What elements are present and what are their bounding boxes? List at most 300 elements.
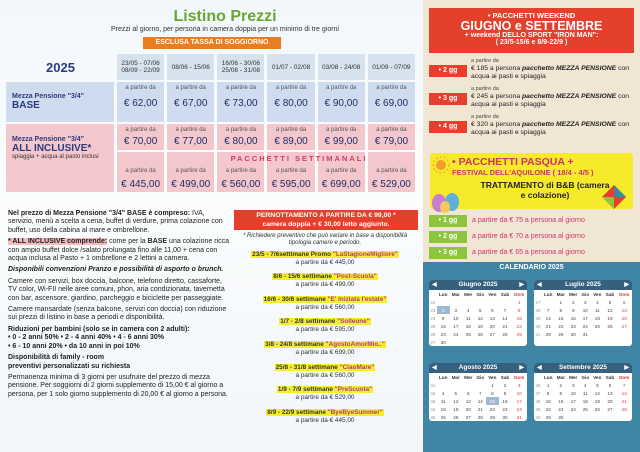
day-cell: 30	[570, 331, 576, 337]
week-number: 29	[535, 315, 541, 321]
weekly-price-cell	[117, 152, 164, 192]
promo-dates: 16/6 - 30/6	[263, 296, 295, 303]
day-cell: 24	[570, 406, 576, 412]
all-inclusive-desc: spiaggia + acqua al pasto inclusi	[12, 154, 99, 160]
base-plan-title: Mezza Pensione "3/4"	[12, 93, 84, 100]
promo-item	[236, 341, 414, 357]
offer-price: € 245	[471, 93, 489, 100]
week-number-header	[429, 373, 437, 381]
day-cell: 31	[516, 414, 522, 420]
promo-label: settimane	[303, 318, 338, 325]
promo-label: settimane	[294, 409, 328, 416]
promo-highlight	[277, 386, 373, 393]
week-number-header	[534, 290, 542, 298]
day-cell: 12	[607, 307, 613, 313]
week-number: 32	[430, 390, 436, 396]
day-cell: 17	[570, 398, 576, 404]
day-cell: 24	[582, 323, 588, 329]
day-cell: 5	[479, 307, 482, 313]
day-cell: 14	[477, 398, 483, 404]
day-header: Gio	[476, 291, 485, 297]
price-value: € 70,00	[123, 136, 158, 147]
info-lunch-note: Disponibili convenzioni Pranzo e possibilità di asporto o brunch.	[8, 266, 224, 274]
day-cell: 17	[516, 398, 522, 404]
info-rooms: Camere con servizi, box doccia, balcone, telefono diretto, cassaforte, TV color, Wi-FII nelle aree comuni, phon, aria condizionata, tavernetta con bar, ascensore, giardino, parcheggio e biciclette per passeggiate.	[8, 277, 225, 302]
day-header: Mar	[451, 374, 460, 380]
day-cell: 27	[489, 331, 495, 337]
from-label: a partire da	[376, 168, 407, 174]
from-label: a partire da	[275, 127, 307, 133]
day-cell: 8	[559, 307, 563, 313]
offer-tail: con acqua ai pasti e spiaggia	[471, 65, 630, 80]
weekend-title: • PACCHETTI WEEKEND	[487, 11, 576, 20]
weekend-offer	[471, 85, 636, 109]
family-room-sub: preventivi personalizzati su richiesta	[8, 362, 131, 370]
promo-dates: 8/6 - 15/6	[273, 273, 301, 280]
price-table	[3, 52, 418, 194]
from-label: a partire da	[326, 168, 357, 174]
incl-price-cell	[368, 124, 415, 150]
offer-tail: con acqua ai pasti e spiaggia	[471, 121, 630, 136]
day-cell: 19	[594, 398, 600, 404]
day-cell: 3	[454, 307, 458, 313]
day-cell: 1	[517, 299, 521, 305]
day-cell: 7	[503, 307, 507, 313]
day-cell: 30	[558, 414, 564, 420]
week-row	[429, 330, 527, 338]
offer-package: pacchetto MEZZA PENSIONE	[522, 121, 617, 128]
day-cell: 13	[489, 315, 495, 321]
week-number	[534, 338, 542, 346]
day-header: Lun	[438, 374, 448, 380]
week-number: 26	[430, 331, 436, 337]
period-header: 03/08 - 24/08	[318, 54, 365, 80]
price-value: € 80,00	[224, 136, 258, 147]
info-text-bold: BASE	[147, 238, 168, 246]
overnight-promo-line: camera doppia + € 30,00 letto aggiunto.	[262, 221, 390, 228]
day-cell	[450, 298, 462, 306]
day-cell: 17	[582, 315, 588, 321]
info-text-span: una colazione ricca con ampio buffet dolce /salato prolungata fino alle 11,00 + cena con acqua inclusa al Pasto + 1 ombrellone e 2 lettini a camera.	[8, 238, 229, 263]
day-header: Mer	[569, 374, 578, 380]
day-cell	[604, 413, 617, 421]
days-badge: • 2 gg	[429, 231, 467, 243]
week-number: 23	[430, 307, 436, 313]
day-cell: 31	[582, 331, 588, 337]
day-cell	[474, 298, 486, 306]
day-header: Gio	[476, 374, 485, 380]
all-inclusive-highlight: * ALL INCLUSIVE comprende:	[8, 238, 108, 246]
kite-icon	[600, 183, 628, 211]
day-cell: 25	[440, 414, 446, 420]
promo-price: a partire da € 445,00	[295, 259, 355, 266]
month-grid	[429, 373, 527, 421]
month-calendar	[534, 363, 632, 421]
day-cell: 2	[571, 299, 575, 305]
promo-highlight	[263, 296, 388, 303]
calendar-title: CALENDARIO 2025	[423, 262, 640, 274]
price-value: € 67,00	[174, 98, 208, 109]
week-number: 25	[430, 323, 436, 329]
week-row	[429, 405, 527, 413]
promo-label: settimane	[292, 341, 326, 348]
day-cell	[542, 298, 555, 306]
offer-text: a persona	[488, 93, 523, 100]
day-header-row	[429, 373, 527, 381]
day-cell	[462, 298, 474, 306]
day-header: Ven	[488, 291, 497, 297]
from-label: a partire da	[275, 85, 307, 91]
promo-name: "CiaoMare"	[339, 364, 375, 371]
day-header-row	[534, 373, 632, 381]
day-cell: 22	[489, 406, 495, 412]
promo-title-line	[236, 273, 414, 281]
day-cell: 19	[477, 323, 483, 329]
promo-label: settimane	[306, 364, 340, 371]
day-header: Sab	[605, 291, 615, 297]
info-text-span: come per la	[107, 238, 148, 246]
days-badge: • 3 gg	[429, 247, 467, 259]
day-cell	[604, 338, 617, 346]
price-value: € 80,00	[274, 98, 308, 109]
day-cell: 27	[621, 323, 627, 329]
promo-highlight	[272, 273, 377, 280]
day-cell	[437, 381, 450, 389]
week-row	[534, 330, 632, 338]
promo-price: a partire da € 560,00	[295, 304, 355, 311]
day-cell: 21	[545, 323, 551, 329]
day-cell: 14	[545, 315, 551, 321]
promo-item	[236, 364, 414, 380]
day-cell: 20	[621, 315, 627, 321]
day-cell: 1	[546, 382, 550, 388]
all-inclusive-title: Mezza Pensione "3/4"	[12, 136, 84, 143]
promo-price: a partire da € 560,00	[295, 372, 355, 379]
base-price-cell	[117, 82, 164, 122]
info-text	[8, 210, 230, 402]
day-cell	[499, 338, 512, 346]
promo-dates: 25/8 - 31/8	[275, 364, 307, 371]
info-attic-rooms: Camere mansardate (senza balcone, servizi con doccia) con riduzione sui prezzi di listino in base a periodi e disponibilità.	[8, 306, 227, 322]
day-cell: 4	[596, 299, 599, 305]
day-cell: 25	[594, 323, 600, 329]
base-price-cell	[368, 82, 415, 122]
month-grid	[534, 373, 632, 421]
day-cell: 24	[516, 406, 522, 412]
easter-eggs-icon	[430, 188, 464, 214]
day-cell: 10	[570, 390, 576, 396]
week-number-header	[429, 290, 437, 298]
promo-label: settimane	[301, 386, 335, 393]
day-cell: 9	[559, 390, 563, 396]
day-cell: 20	[489, 323, 495, 329]
day-cell: 14	[502, 315, 508, 321]
promo-dates: 1/7 - 2/8	[280, 318, 304, 325]
period-header: 16/06 - 30/06 25/08 - 31/08	[217, 54, 264, 80]
day-cell: 12	[594, 390, 600, 396]
offer-price: € 185	[471, 65, 489, 72]
easter-offer: a partire da € 75 a persona al giorno	[472, 217, 585, 224]
day-cell	[567, 338, 579, 346]
day-cell: 3	[517, 382, 521, 388]
day-cell: 22	[545, 406, 551, 412]
easter-offer: a partire da € 70 a persona al giorno	[472, 233, 585, 240]
day-header: Sab	[500, 291, 510, 297]
promo-item	[236, 296, 414, 312]
overnight-promo-badge	[234, 210, 418, 230]
day-cell: 6	[622, 299, 626, 305]
week-number: 40	[535, 414, 541, 420]
day-cell: 30	[440, 339, 446, 345]
day-cell	[567, 413, 579, 421]
week-number: 31	[430, 382, 436, 388]
weekend-offer	[471, 57, 636, 81]
day-cell: 16	[570, 315, 576, 321]
month-grid	[429, 290, 527, 346]
week-number: 35	[430, 414, 436, 420]
week-row	[534, 389, 632, 397]
day-cell: 28	[545, 331, 551, 337]
price-value: € 99,00	[324, 136, 358, 147]
day-cell	[542, 338, 555, 346]
day-cell: 11	[465, 315, 471, 321]
week-number: 28	[535, 307, 541, 313]
day-cell: 12	[477, 315, 483, 321]
day-cell: 29	[545, 414, 551, 420]
easter-title: • PACCHETTI PASQUA +	[452, 156, 574, 168]
day-cell	[591, 338, 603, 346]
price-value: € 595,00	[271, 179, 311, 190]
day-header: Dom	[514, 374, 525, 380]
promo-title-line	[236, 296, 414, 304]
offer-package: pacchetto MEZZA PENSIONE	[522, 93, 617, 100]
day-header: Ven	[593, 374, 602, 380]
day-cell	[591, 330, 603, 338]
day-cell: 21	[477, 406, 483, 412]
week-row	[534, 397, 632, 405]
price-value: € 529,00	[371, 179, 411, 190]
day-cell: 19	[453, 406, 459, 412]
weekend-sport: + weekend DELLO SPORT "IRON MAN":	[464, 32, 599, 39]
chevron-right-icon: ▶	[624, 365, 629, 371]
minimum-stay-note: Permanenza minima di 3 giorni per usufruire del prezzo di mezza pensione. Per soggiorni di 2 giorni supplemento di 15,00 € al giorno a persona, per 1 solo giorno supplemento di 20,00 € al giorno a persona.	[8, 373, 228, 398]
month-header	[534, 280, 632, 290]
overnight-promo-line: PERNOTTAMENTO A PARTIRE DA € 99,00 *	[256, 212, 396, 219]
day-cell: 21	[621, 398, 627, 404]
week-number-header	[534, 373, 542, 381]
day-cell: 5	[596, 382, 599, 388]
week-row	[429, 306, 527, 314]
week-number: 33	[430, 398, 436, 404]
day-cell: 8	[546, 390, 550, 396]
week-number: 30	[535, 323, 541, 329]
from-label: a partire da	[175, 127, 206, 133]
period-header: 01/09 - 07/09	[368, 54, 415, 80]
day-cell: 27	[607, 406, 613, 412]
day-cell: 14	[621, 390, 627, 396]
from-label: a partire da	[175, 85, 206, 91]
period-header: 01/07 - 02/08	[267, 54, 314, 80]
from-label: a partire da	[376, 85, 407, 91]
day-cell: 8	[517, 307, 521, 313]
chevron-left-icon: ◀	[537, 365, 542, 371]
price-value: € 73,00	[224, 98, 258, 109]
day-cell: 27	[465, 414, 471, 420]
promo-title-line	[236, 386, 414, 394]
day-cell: 26	[607, 323, 613, 329]
day-cell: 18	[465, 323, 471, 329]
day-header: Ven	[488, 374, 497, 380]
day-header: Mer	[464, 291, 473, 297]
tax-excluded-badge: ESCLUSA TASSA DI SOGGIORNO	[143, 37, 281, 49]
day-header: Lun	[543, 291, 553, 297]
week-row	[534, 306, 632, 314]
promo-title-line	[236, 318, 414, 326]
day-cell: 13	[465, 398, 471, 404]
base-price-cell	[217, 82, 264, 122]
day-cell: 26	[453, 414, 459, 420]
page-title: Listino Prezzi	[173, 8, 277, 25]
day-cell: 10	[516, 390, 522, 396]
promo-highlight	[264, 341, 386, 348]
easter-treatment: TRATTAMENTO di B&B (camera e colazione)	[480, 180, 610, 200]
incl-price-cell	[318, 124, 365, 150]
day-cell: 30	[502, 414, 508, 420]
price-value: € 69,00	[374, 98, 409, 109]
day-header: Lun	[543, 374, 553, 380]
month-header	[534, 363, 632, 373]
days-badge: • 1 gg	[429, 215, 467, 227]
days-badge: • 2 gg	[429, 65, 467, 77]
from-label: a partire da	[175, 168, 206, 174]
promo-item	[236, 273, 414, 289]
day-cell: 2	[559, 382, 563, 388]
day-cell	[604, 330, 617, 338]
day-cell: 12	[453, 398, 459, 404]
day-cell: 5	[454, 390, 458, 396]
week-number: 36	[535, 382, 541, 388]
week-row	[534, 314, 632, 322]
day-cell: 1	[491, 382, 494, 388]
day-cell: 16	[558, 398, 564, 404]
price-subtitle: Prezzi al giorno, per persona in camera doppia per un minimo di tre giorni	[110, 26, 339, 33]
day-cell	[499, 298, 512, 306]
day-cell: 23	[558, 406, 564, 412]
from-label: a partire da	[125, 85, 156, 91]
weekly-packages-title: PACCHETTI SETTIMANALI	[230, 154, 368, 163]
day-cell: 26	[477, 331, 483, 337]
offer-tail: con acqua ai pasti e spiaggia	[471, 93, 630, 108]
promo-price: a partire da € 445,00	[295, 417, 355, 424]
promo-title-line	[236, 364, 414, 372]
day-cell: 9	[571, 307, 575, 313]
day-cell: 4	[466, 307, 470, 313]
day-cell: 19	[607, 315, 613, 321]
day-cell: 4	[584, 382, 587, 388]
days-badge: • 3 gg	[429, 93, 467, 105]
promo-name: "PreScuola"	[334, 386, 373, 393]
from-label: a partire da	[326, 127, 357, 133]
promo-title-line	[236, 409, 414, 417]
day-cell: 29	[558, 331, 564, 337]
day-cell: 5	[608, 299, 612, 305]
day-cell: 10	[582, 307, 588, 313]
month-name: Giugno 2025	[458, 281, 498, 288]
week-number: 37	[535, 390, 541, 396]
day-cell	[450, 338, 462, 346]
period-header: 08/06 - 15/06	[167, 54, 214, 80]
from-label: a partire da	[376, 127, 407, 133]
week-number: 39	[535, 406, 541, 412]
day-cell: 2	[437, 306, 450, 314]
week-row	[429, 298, 527, 306]
day-cell: 11	[582, 390, 588, 396]
day-cell	[616, 338, 632, 346]
day-cell: 28	[621, 406, 627, 412]
month-calendar	[534, 280, 632, 346]
day-cell: 2	[503, 382, 507, 388]
week-row	[429, 381, 527, 389]
day-cell: 17	[453, 323, 459, 329]
easter-offer: a partire da € 65 a persona al giorno	[472, 249, 585, 256]
week-number: 27	[535, 299, 541, 305]
week-number: 24	[430, 315, 436, 321]
day-cell: 28	[477, 414, 483, 420]
day-cell: 7	[546, 307, 550, 313]
day-cell: 15	[558, 315, 564, 321]
promo-item	[236, 251, 414, 267]
price-value: € 77,00	[174, 136, 208, 147]
day-cell: 25	[465, 331, 471, 337]
week-row	[429, 314, 527, 322]
day-header: Dom	[619, 291, 630, 297]
day-cell	[555, 338, 567, 346]
base-plan-label	[6, 82, 114, 122]
week-row	[429, 338, 527, 346]
chevron-right-icon: ▶	[519, 365, 524, 371]
promo-dates: 3/8 - 24/8	[265, 341, 293, 348]
day-header: Mer	[569, 291, 578, 297]
price-value: € 499,00	[171, 179, 211, 190]
day-cell: 22	[516, 323, 522, 329]
week-row	[534, 381, 632, 389]
day-cell: 15	[545, 398, 551, 404]
promo-name: "E' iniziata l'estate"	[327, 296, 387, 303]
day-header: Ven	[593, 291, 602, 297]
offer-text: a persona	[488, 121, 523, 128]
child-discount-line: • 6 - 10 anni 20% • da 10 anni in poi 10%	[8, 342, 140, 350]
promo-highlight	[275, 364, 376, 371]
day-cell: 7	[479, 390, 482, 396]
price-value: € 90,00	[324, 98, 358, 109]
day-cell: 10	[453, 315, 459, 321]
price-value: € 445,00	[121, 179, 161, 190]
month-calendar	[429, 363, 527, 421]
promo-name: "Post-Scuola"	[333, 273, 377, 280]
from-label: a partire da	[225, 168, 257, 174]
day-cell	[486, 298, 498, 306]
day-cell	[462, 338, 474, 346]
day-header: Lun	[438, 291, 448, 297]
day-cell: 9	[503, 390, 507, 396]
day-cell	[474, 338, 486, 346]
month-name: Luglio 2025	[565, 281, 601, 288]
weekend-dates: ( 23/5-15/6 e 8/9-22/9 )	[495, 39, 568, 46]
day-cell	[579, 338, 591, 346]
promo-price: a partire da € 499,00	[295, 281, 355, 288]
day-cell: 15	[486, 397, 498, 405]
day-header-row	[429, 290, 527, 298]
